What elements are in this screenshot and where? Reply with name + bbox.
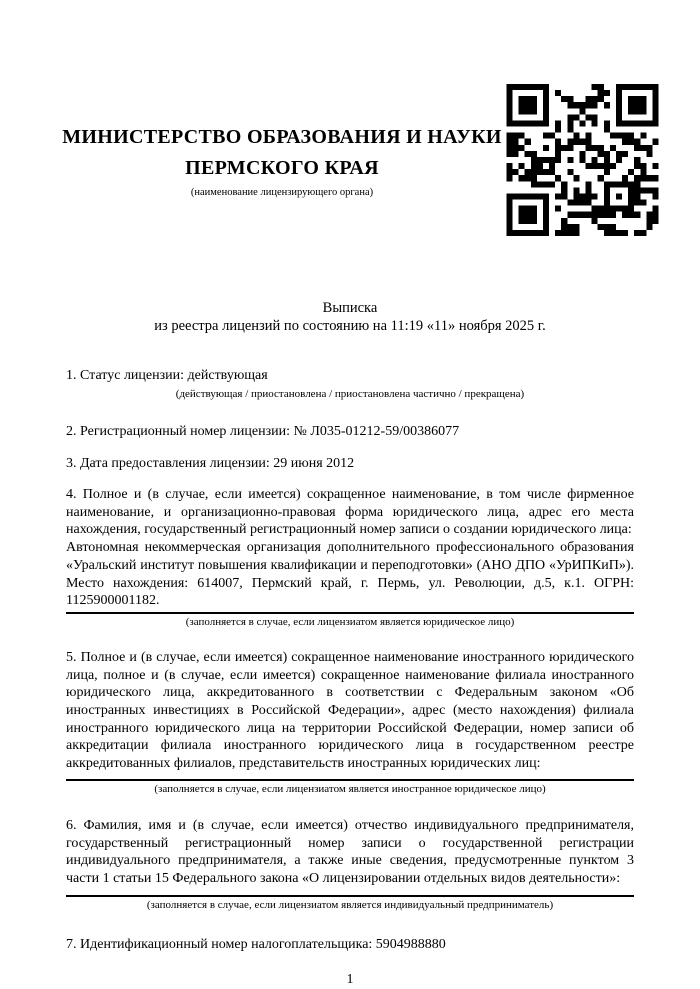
item-4-value: Автономная некоммерческая организация дополнительного профессионального образования «Уральский институт повышения квалификации и переподготовки» (АНО ДПО «УрИПКиП»). Место нахождения: 614007, Пермский край, г. Пермь, ул. Революции, д.5, к.1. ОГРН: 1125900001182. [66, 540, 634, 609]
item-5-caption: (заполняется в случае, если лицензиатом является иностранное юридическое лицо) [154, 782, 546, 795]
item-4-legal-entity-section [66, 486, 634, 629]
item-5-fill-line [66, 779, 634, 781]
ministry-caption: (наименование лицензирующего органа) [190, 187, 374, 198]
ministry-name-line1: МИНИСТЕРСТВО ОБРАЗОВАНИЯ И НАУКИ [62, 126, 502, 148]
item-7-taxpayer-number: 7. Идентификационный номер налогоплательщика: 5904988880 [66, 936, 446, 952]
item-6-entrepreneur-section [66, 817, 634, 912]
issuing-authority-header [58, 122, 506, 199]
item-6-fill-line [66, 895, 634, 897]
item-4-fill-line [66, 612, 634, 614]
document-title-line2: из реестра лицензий по состоянию на 11:19 «11» ноября 2025 г. [154, 318, 546, 334]
ministry-name-line2: ПЕРМСКОГО КРАЯ [185, 157, 379, 179]
document-title [66, 299, 634, 335]
item-1-license-status: 1. Статус лицензии: действующая [66, 368, 268, 383]
item-2-registration-number: 2. Регистрационный номер лицензии: № Л035-01212-59/00386077 [66, 424, 460, 439]
item-6-caption: (заполняется в случае, если лицензиатом является индивидуальный предприниматель) [146, 898, 554, 911]
document-title-line1: Выписка [322, 300, 378, 316]
item-4-label: 4. Полное и (в случае, если имеется) сокращенное наименование, в том числе фирменное наименование, и организационно-правовая форма юридического лица, адрес его места нахождения, государственный регистрационный номер записи о создании юридического лица: [66, 487, 634, 538]
item-3-grant-date: 3. Дата предоставления лицензии: 29 июня 2012 [66, 456, 355, 471]
qr-code [505, 84, 660, 236]
item-6-label: 6. Фамилия, имя и (в случае, если имеется) отчество индивидуального предпринимателя, государственный регистрационный номер записи о государственной регистрации индивидуального предпринимателя, а также иные сведения, предусмотренные пунктом 3 части 1 статьи 15 Федерального закона «О лицензировании отдельных видов деятельности»: [66, 817, 634, 886]
item-4-caption: (заполняется в случае, если лицензиатом является юридическое лицо) [185, 615, 515, 628]
item-5-foreign-entity-section [66, 649, 634, 796]
item-1-status-options-caption: (действующая / приостановлена / приостановлена частично / прекращена) [175, 388, 525, 400]
page-number: 1 [346, 971, 354, 987]
item-5-label: 5. Полное и (в случае, если имеется) сокращенное наименование иностранного юридического лица, полное и (в случае, если имеется) сокращенное наименование филиала иностранного юридического лица, аккредитованного в соответствии с Федеральным законом «Об иностранных инвестициях в Российской Федерации», адрес (место нахождения) филиала иностранного юридического лица на территории Российской Федерации, номер записи об аккредитации филиала иностранного юридического лица в государственном реестре аккредитованных филиалов, представительств иностранных юридических лиц: [66, 649, 634, 772]
